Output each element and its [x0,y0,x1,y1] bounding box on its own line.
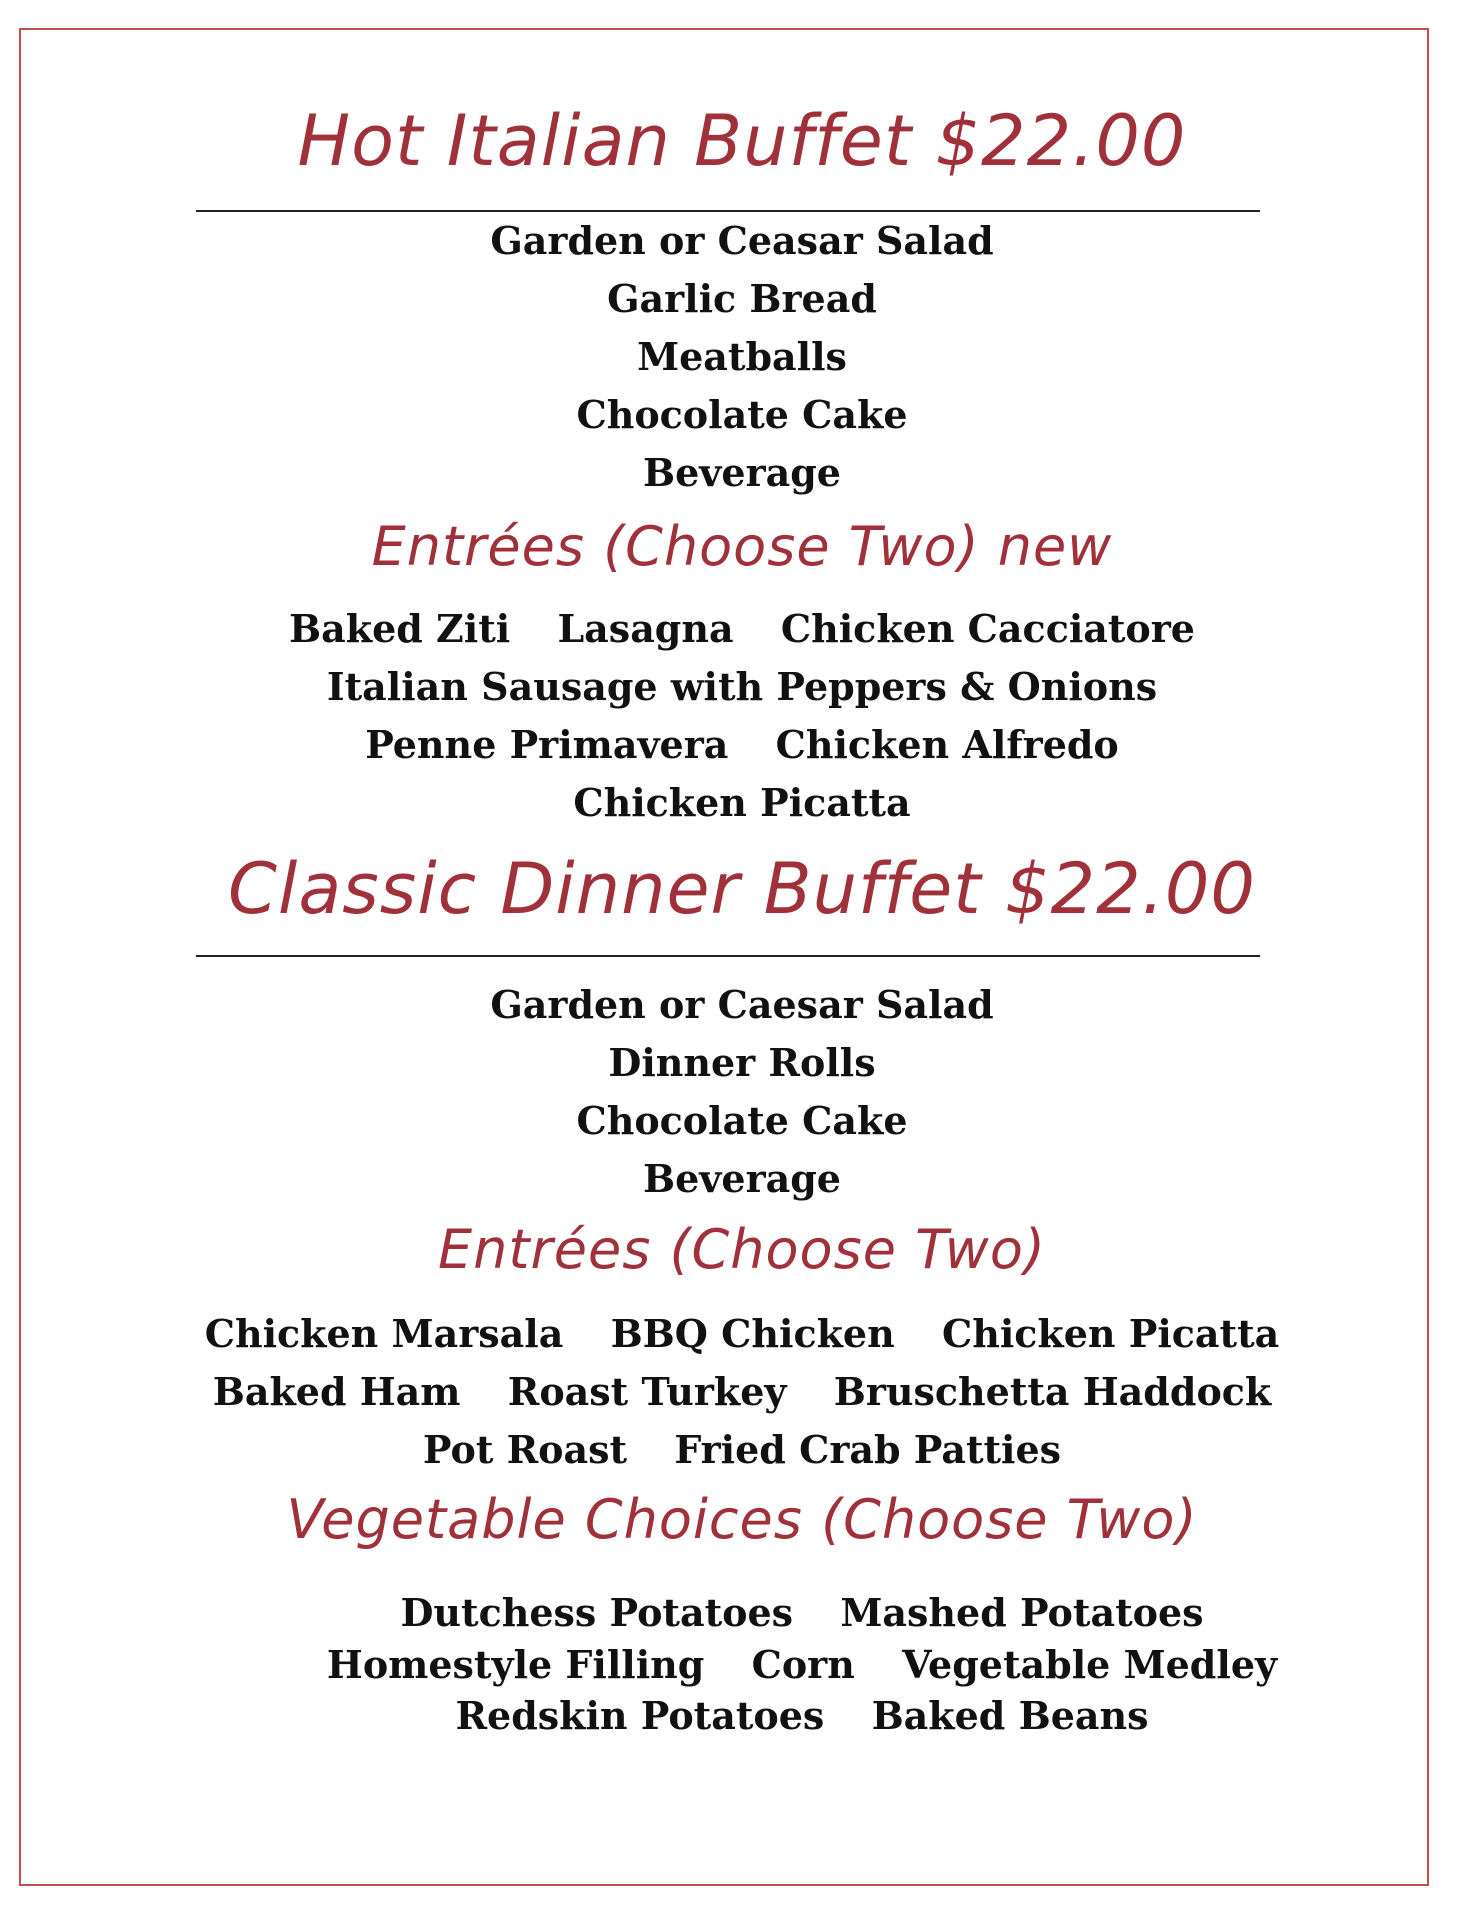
entree-item: Baked Ham [212,1369,461,1414]
entree-item: Bruschetta Haddock [833,1369,1272,1414]
vegetable-item: Corn [751,1642,855,1687]
classic-entrees-heading: Entrées (Choose Two) [438,1218,1046,1281]
italian-entree-line [0,606,1484,651]
classic-item: Garden or Caesar Salad [490,982,994,1027]
vegetable-item: Vegetable Medley [902,1642,1278,1687]
entree-item: Lasagna [557,606,734,651]
vegetable-item: Mashed Potatoes [840,1590,1204,1635]
vegetable-item: Baked Beans [871,1693,1149,1738]
entree-item: Chicken Cacciatore [780,606,1195,651]
entree-item: Roast Turkey [507,1369,787,1414]
italian-buffet-title: Hot Italian Buffet $22.00 [297,100,1187,182]
italian-item: Meatballs [637,334,847,379]
entree-item: BBQ Chicken [610,1311,895,1356]
italian-item: Garlic Bread [607,276,877,321]
italian-entree-line [0,664,1484,709]
italian-item: Garden or Ceasar Salad [490,218,994,263]
classic-entree-line [0,1427,1484,1472]
entree-item: Fried Crab Patties [674,1427,1062,1472]
vegetable-line [60,1590,1484,1635]
entree-item: Baked Ziti [289,606,511,651]
classic-buffet-title: Classic Dinner Buffet $22.00 [228,848,1256,930]
italian-entree-line [0,722,1484,767]
vegetable-choices-heading: Vegetable Choices (Choose Two) [286,1488,1198,1551]
classic-item: Dinner Rolls [608,1040,876,1085]
entree-item: Pot Roast [422,1427,628,1472]
classic-item: Chocolate Cake [576,1098,908,1143]
italian-entrees-heading: Entrées (Choose Two) new [371,515,1113,578]
entree-item: Chicken Picatta [573,780,911,825]
italian-item: Beverage [643,450,841,495]
italian-divider [196,210,1260,212]
vegetable-item: Dutchess Potatoes [400,1590,794,1635]
vegetable-line [60,1693,1484,1738]
entree-item: Chicken Marsala [204,1311,564,1356]
entree-item: Chicken Alfredo [775,722,1119,767]
italian-entree-line [0,780,1484,825]
vegetable-item: Redskin Potatoes [455,1693,825,1738]
classic-entree-line [0,1311,1484,1356]
italian-item: Chocolate Cake [576,392,908,437]
classic-item: Beverage [643,1156,841,1201]
vegetable-item: Homestyle Filling [326,1642,705,1687]
classic-entree-line [0,1369,1484,1414]
classic-divider [196,955,1260,957]
entree-item: Chicken Picatta [941,1311,1280,1356]
entree-item: Penne Primavera [365,722,729,767]
entree-item: Italian Sausage with Peppers & Onions [326,664,1158,709]
vegetable-line [60,1642,1484,1687]
